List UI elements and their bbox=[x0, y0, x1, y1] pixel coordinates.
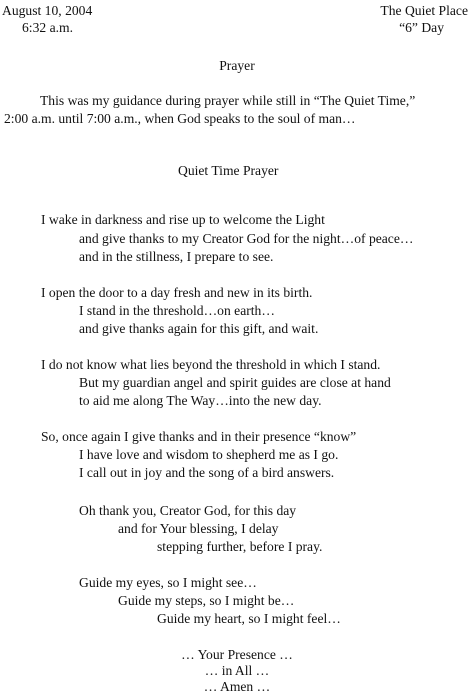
header-date: August 10, 2004 bbox=[2, 3, 93, 18]
stanza-6-line-2: Guide my steps, so I might be… bbox=[118, 593, 295, 608]
stanza-6-line-3: Guide my heart, so I might feel… bbox=[157, 611, 341, 626]
stanza-3-line-3: to aid me along The Way…into the new day. bbox=[79, 393, 322, 408]
intro-line-2: 2:00 a.m. until 7:00 a.m., when God speaks to the soul of man… bbox=[4, 111, 356, 126]
stanza-5-line-2: and for Your blessing, I delay bbox=[118, 521, 279, 536]
stanza-1-line-2: and give thanks to my Creator God for the night…of peace… bbox=[79, 231, 414, 246]
stanza-2-line-1: I open the door to a day fresh and new in its birth. bbox=[41, 285, 313, 300]
stanza-2-line-2: I stand in the threshold…on earth… bbox=[79, 303, 275, 318]
stanza-5-line-3: stepping further, before I pray. bbox=[157, 539, 323, 554]
stanza-6-line-1: Guide my eyes, so I might see… bbox=[79, 575, 257, 590]
header-day: “6” Day bbox=[399, 20, 444, 35]
page-title: Prayer bbox=[219, 58, 255, 73]
stanza-1-line-3: and in the stillness, I prepare to see. bbox=[79, 249, 274, 264]
header-time: 6:32 a.m. bbox=[22, 20, 73, 35]
stanza-3-line-2: But my guardian angel and spirit guides are close at hand bbox=[79, 375, 391, 390]
stanza-4-line-2: I have love and wisdom to shepherd me as I go. bbox=[79, 447, 339, 462]
stanza-1-line-1: I wake in darkness and rise up to welcome the Light bbox=[41, 212, 325, 227]
stanza-3-line-1: I do not know what lies beyond the threshold in which I stand. bbox=[41, 357, 381, 372]
closing-line-1: … Your Presence … bbox=[181, 647, 293, 662]
stanza-4-line-3: I call out in joy and the song of a bird answers. bbox=[79, 465, 335, 480]
stanza-5-line-1: Oh thank you, Creator God, for this day bbox=[79, 503, 297, 518]
intro-line-1: This was my guidance during prayer while still in “The Quiet Time,” bbox=[40, 93, 416, 108]
poem-title: Quiet Time Prayer bbox=[178, 163, 279, 178]
stanza-2-line-3: and give thanks again for this gift, and wait. bbox=[79, 321, 319, 336]
stanza-4-line-1: So, once again I give thanks and in their presence “know” bbox=[41, 429, 357, 444]
header-place: The Quiet Place bbox=[380, 3, 468, 18]
closing-line-3: … Amen … bbox=[203, 679, 271, 694]
closing-line-2: … in All … bbox=[204, 663, 270, 678]
